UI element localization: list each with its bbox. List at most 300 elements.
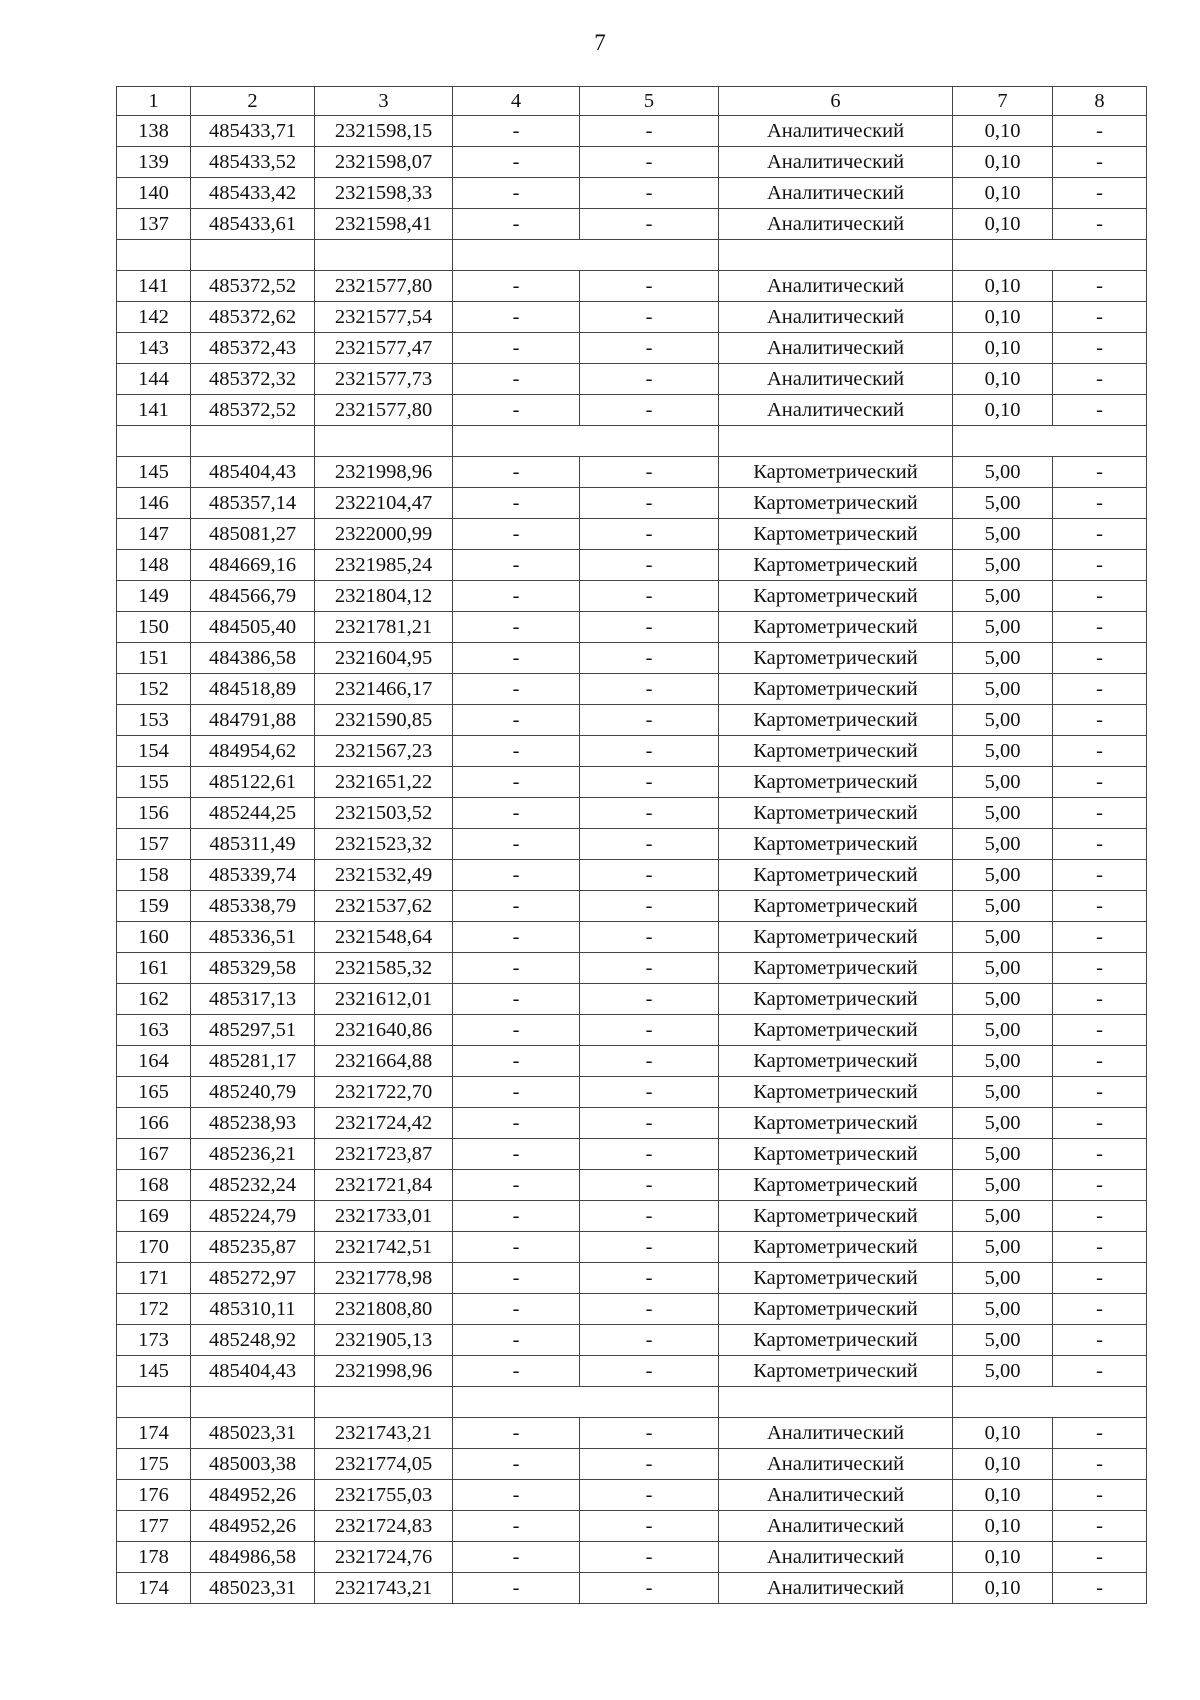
y-coordinate-cell: 2321567,23 — [315, 736, 453, 767]
y-coordinate-cell: 2321503,52 — [315, 798, 453, 829]
accuracy-cell: 0,10 — [953, 302, 1053, 333]
x-coordinate-cell: 485372,52 — [191, 271, 315, 302]
accuracy-cell: 0,10 — [953, 1418, 1053, 1449]
table-row — [117, 1480, 1147, 1511]
column-8-cell: - — [1053, 116, 1147, 147]
empty-cell — [315, 1387, 453, 1418]
column-8-cell: - — [1053, 550, 1147, 581]
x-coordinate-cell: 485224,79 — [191, 1201, 315, 1232]
table-row — [117, 1573, 1147, 1604]
method-cell: Картометрический — [719, 1201, 953, 1232]
y-coordinate-cell: 2321585,32 — [315, 953, 453, 984]
column-8-cell: - — [1053, 519, 1147, 550]
x-coordinate-cell: 485372,32 — [191, 364, 315, 395]
table-row — [117, 333, 1147, 364]
method-cell: Аналитический — [719, 395, 953, 426]
accuracy-cell: 5,00 — [953, 798, 1053, 829]
column-8-cell: - — [1053, 860, 1147, 891]
accuracy-cell: 5,00 — [953, 519, 1053, 550]
column-8-cell: - — [1053, 1325, 1147, 1356]
column-8-cell: - — [1053, 1511, 1147, 1542]
point-number-cell: 158 — [117, 860, 191, 891]
point-number-cell: 145 — [117, 1356, 191, 1387]
x-coordinate-cell: 485433,61 — [191, 209, 315, 240]
y-coordinate-cell: 2321742,51 — [315, 1232, 453, 1263]
empty-cell — [315, 240, 453, 271]
table-row — [117, 891, 1147, 922]
method-cell: Аналитический — [719, 1480, 953, 1511]
column-5-cell: - — [580, 1263, 719, 1294]
accuracy-cell: 5,00 — [953, 550, 1053, 581]
y-coordinate-cell: 2321466,17 — [315, 674, 453, 705]
method-cell: Картометрический — [719, 457, 953, 488]
x-coordinate-cell: 484952,26 — [191, 1480, 315, 1511]
table-row — [117, 457, 1147, 488]
table-row — [117, 364, 1147, 395]
table-row — [117, 643, 1147, 674]
x-coordinate-cell: 485336,51 — [191, 922, 315, 953]
x-coordinate-cell: 485404,43 — [191, 457, 315, 488]
table-row — [117, 984, 1147, 1015]
method-cell: Аналитический — [719, 178, 953, 209]
column-5-cell: - — [580, 984, 719, 1015]
y-coordinate-cell: 2321598,07 — [315, 147, 453, 178]
column-5-cell: - — [580, 178, 719, 209]
y-coordinate-cell: 2321723,87 — [315, 1139, 453, 1170]
point-number-cell: 144 — [117, 364, 191, 395]
column-4-cell: - — [453, 1418, 580, 1449]
point-number-cell: 168 — [117, 1170, 191, 1201]
column-8-cell: - — [1053, 1077, 1147, 1108]
column-5-cell: - — [580, 860, 719, 891]
column-8-cell: - — [1053, 1356, 1147, 1387]
column-4-cell: - — [453, 922, 580, 953]
x-coordinate-cell: 485433,42 — [191, 178, 315, 209]
column-8-cell: - — [1053, 1449, 1147, 1480]
point-number-cell: 156 — [117, 798, 191, 829]
method-cell: Картометрический — [719, 674, 953, 705]
point-number-cell: 163 — [117, 1015, 191, 1046]
column-4-cell: - — [453, 457, 580, 488]
x-coordinate-cell: 485281,17 — [191, 1046, 315, 1077]
table-row — [117, 116, 1147, 147]
y-coordinate-cell: 2321722,70 — [315, 1077, 453, 1108]
table-row — [117, 178, 1147, 209]
column-5-cell: - — [580, 1108, 719, 1139]
y-coordinate-cell: 2321577,80 — [315, 395, 453, 426]
y-coordinate-cell: 2321640,86 — [315, 1015, 453, 1046]
column-8-cell: - — [1053, 1573, 1147, 1604]
accuracy-cell: 5,00 — [953, 1077, 1053, 1108]
x-coordinate-cell: 485433,52 — [191, 147, 315, 178]
y-coordinate-cell: 2321532,49 — [315, 860, 453, 891]
accuracy-cell: 5,00 — [953, 1139, 1053, 1170]
x-coordinate-cell: 485248,92 — [191, 1325, 315, 1356]
column-4-cell: - — [453, 209, 580, 240]
x-coordinate-cell: 485235,87 — [191, 1232, 315, 1263]
table-row — [117, 767, 1147, 798]
method-cell: Картометрический — [719, 1108, 953, 1139]
point-number-cell: 147 — [117, 519, 191, 550]
y-coordinate-cell: 2321804,12 — [315, 581, 453, 612]
accuracy-cell: 0,10 — [953, 1542, 1053, 1573]
point-number-cell: 173 — [117, 1325, 191, 1356]
table-row — [117, 1201, 1147, 1232]
y-coordinate-cell: 2321724,42 — [315, 1108, 453, 1139]
column-4-cell: - — [453, 1015, 580, 1046]
column-4-cell: - — [453, 674, 580, 705]
point-number-cell: 169 — [117, 1201, 191, 1232]
accuracy-cell: 5,00 — [953, 829, 1053, 860]
empty-cell — [953, 426, 1053, 457]
empty-cell — [1053, 1387, 1147, 1418]
accuracy-cell: 0,10 — [953, 1480, 1053, 1511]
y-coordinate-cell: 2321590,85 — [315, 705, 453, 736]
column-4-cell: - — [453, 395, 580, 426]
accuracy-cell: 5,00 — [953, 674, 1053, 705]
table-row — [117, 1263, 1147, 1294]
method-cell: Картометрический — [719, 953, 953, 984]
column-8-cell: - — [1053, 1480, 1147, 1511]
y-coordinate-cell: 2321998,96 — [315, 1356, 453, 1387]
column-8-cell: - — [1053, 1046, 1147, 1077]
accuracy-cell: 5,00 — [953, 860, 1053, 891]
y-coordinate-cell: 2321743,21 — [315, 1418, 453, 1449]
y-coordinate-cell: 2321577,80 — [315, 271, 453, 302]
table-row — [117, 147, 1147, 178]
y-coordinate-cell: 2321548,64 — [315, 922, 453, 953]
accuracy-cell: 5,00 — [953, 1015, 1053, 1046]
table-row — [117, 1542, 1147, 1573]
empty-cell — [453, 426, 580, 457]
y-coordinate-cell: 2322104,47 — [315, 488, 453, 519]
column-5-cell: - — [580, 209, 719, 240]
y-coordinate-cell: 2321664,88 — [315, 1046, 453, 1077]
column-5-cell: - — [580, 798, 719, 829]
method-cell: Аналитический — [719, 364, 953, 395]
x-coordinate-cell: 485338,79 — [191, 891, 315, 922]
method-cell: Картометрический — [719, 829, 953, 860]
column-4-cell: - — [453, 1046, 580, 1077]
coordinates-table — [116, 86, 1147, 1604]
table-row — [117, 302, 1147, 333]
method-cell: Аналитический — [719, 1418, 953, 1449]
column-8-cell: - — [1053, 767, 1147, 798]
table-row — [117, 1108, 1147, 1139]
x-coordinate-cell: 485272,97 — [191, 1263, 315, 1294]
column-header: 5 — [580, 87, 719, 116]
column-8-cell: - — [1053, 488, 1147, 519]
accuracy-cell: 5,00 — [953, 643, 1053, 674]
table-row — [117, 1449, 1147, 1480]
column-4-cell: - — [453, 1511, 580, 1542]
point-number-cell: 171 — [117, 1263, 191, 1294]
separator-row — [117, 240, 1147, 271]
x-coordinate-cell: 485311,49 — [191, 829, 315, 860]
method-cell: Картометрический — [719, 581, 953, 612]
column-5-cell: - — [580, 1542, 719, 1573]
column-4-cell: - — [453, 178, 580, 209]
accuracy-cell: 5,00 — [953, 488, 1053, 519]
column-header: 1 — [117, 87, 191, 116]
y-coordinate-cell: 2321808,80 — [315, 1294, 453, 1325]
y-coordinate-cell: 2321724,83 — [315, 1511, 453, 1542]
column-4-cell: - — [453, 550, 580, 581]
column-8-cell: - — [1053, 1418, 1147, 1449]
table-row — [117, 395, 1147, 426]
point-number-cell: 148 — [117, 550, 191, 581]
y-coordinate-cell: 2322000,99 — [315, 519, 453, 550]
column-5-cell: - — [580, 302, 719, 333]
column-5-cell: - — [580, 1511, 719, 1542]
empty-cell — [117, 240, 191, 271]
column-8-cell: - — [1053, 364, 1147, 395]
table-row — [117, 581, 1147, 612]
table-row — [117, 922, 1147, 953]
column-8-cell: - — [1053, 1232, 1147, 1263]
column-8-cell: - — [1053, 612, 1147, 643]
column-4-cell: - — [453, 488, 580, 519]
accuracy-cell: 5,00 — [953, 612, 1053, 643]
column-5-cell: - — [580, 457, 719, 488]
point-number-cell: 141 — [117, 395, 191, 426]
column-4-cell: - — [453, 953, 580, 984]
y-coordinate-cell: 2321577,54 — [315, 302, 453, 333]
method-cell: Картометрический — [719, 519, 953, 550]
point-number-cell: 161 — [117, 953, 191, 984]
point-number-cell: 176 — [117, 1480, 191, 1511]
point-number-cell: 138 — [117, 116, 191, 147]
x-coordinate-cell: 484952,26 — [191, 1511, 315, 1542]
accuracy-cell: 5,00 — [953, 891, 1053, 922]
y-coordinate-cell: 2321612,01 — [315, 984, 453, 1015]
point-number-cell: 154 — [117, 736, 191, 767]
column-4-cell: - — [453, 612, 580, 643]
x-coordinate-cell: 485240,79 — [191, 1077, 315, 1108]
accuracy-cell: 5,00 — [953, 457, 1053, 488]
column-5-cell: - — [580, 116, 719, 147]
point-number-cell: 177 — [117, 1511, 191, 1542]
column-8-cell: - — [1053, 922, 1147, 953]
accuracy-cell: 0,10 — [953, 333, 1053, 364]
column-4-cell: - — [453, 1108, 580, 1139]
x-coordinate-cell: 485372,62 — [191, 302, 315, 333]
column-8-cell: - — [1053, 1108, 1147, 1139]
column-8-cell: - — [1053, 1263, 1147, 1294]
column-5-cell: - — [580, 550, 719, 581]
point-number-cell: 153 — [117, 705, 191, 736]
column-4-cell: - — [453, 302, 580, 333]
x-coordinate-cell: 485238,93 — [191, 1108, 315, 1139]
column-header: 3 — [315, 87, 453, 116]
column-4-cell: - — [453, 860, 580, 891]
column-5-cell: - — [580, 581, 719, 612]
column-8-cell: - — [1053, 1170, 1147, 1201]
column-5-cell: - — [580, 1139, 719, 1170]
column-4-cell: - — [453, 705, 580, 736]
accuracy-cell: 5,00 — [953, 1263, 1053, 1294]
column-8-cell: - — [1053, 984, 1147, 1015]
column-5-cell: - — [580, 1077, 719, 1108]
x-coordinate-cell: 484986,58 — [191, 1542, 315, 1573]
column-4-cell: - — [453, 271, 580, 302]
accuracy-cell: 5,00 — [953, 767, 1053, 798]
point-number-cell: 137 — [117, 209, 191, 240]
method-cell: Аналитический — [719, 209, 953, 240]
x-coordinate-cell: 485081,27 — [191, 519, 315, 550]
accuracy-cell: 5,00 — [953, 984, 1053, 1015]
column-4-cell: - — [453, 798, 580, 829]
y-coordinate-cell: 2321577,73 — [315, 364, 453, 395]
x-coordinate-cell: 485297,51 — [191, 1015, 315, 1046]
column-4-cell: - — [453, 643, 580, 674]
table-body — [117, 116, 1147, 1604]
y-coordinate-cell: 2321774,05 — [315, 1449, 453, 1480]
column-8-cell: - — [1053, 1542, 1147, 1573]
column-5-cell: - — [580, 1480, 719, 1511]
empty-cell — [315, 426, 453, 457]
x-coordinate-cell: 485357,14 — [191, 488, 315, 519]
table-row — [117, 1046, 1147, 1077]
x-coordinate-cell: 485236,21 — [191, 1139, 315, 1170]
column-4-cell: - — [453, 984, 580, 1015]
method-cell: Картометрический — [719, 612, 953, 643]
x-coordinate-cell: 484791,88 — [191, 705, 315, 736]
table-row — [117, 1170, 1147, 1201]
column-5-cell: - — [580, 643, 719, 674]
table-row — [117, 798, 1147, 829]
column-5-cell: - — [580, 1356, 719, 1387]
column-header: 4 — [453, 87, 580, 116]
method-cell: Аналитический — [719, 302, 953, 333]
column-8-cell: - — [1053, 674, 1147, 705]
column-8-cell: - — [1053, 829, 1147, 860]
column-4-cell: - — [453, 1542, 580, 1573]
column-4-cell: - — [453, 1325, 580, 1356]
column-4-cell: - — [453, 736, 580, 767]
empty-cell — [953, 240, 1053, 271]
point-number-cell: 160 — [117, 922, 191, 953]
empty-cell — [719, 426, 953, 457]
method-cell: Картометрический — [719, 736, 953, 767]
point-number-cell: 174 — [117, 1418, 191, 1449]
column-5-cell: - — [580, 1418, 719, 1449]
table-row — [117, 209, 1147, 240]
method-cell: Картометрический — [719, 1232, 953, 1263]
x-coordinate-cell: 484386,58 — [191, 643, 315, 674]
column-8-cell: - — [1053, 1139, 1147, 1170]
table-row — [117, 674, 1147, 705]
empty-cell — [580, 426, 719, 457]
column-header: 7 — [953, 87, 1053, 116]
y-coordinate-cell: 2321733,01 — [315, 1201, 453, 1232]
accuracy-cell: 5,00 — [953, 1356, 1053, 1387]
table-header-row — [117, 87, 1147, 116]
y-coordinate-cell: 2321905,13 — [315, 1325, 453, 1356]
accuracy-cell: 0,10 — [953, 209, 1053, 240]
x-coordinate-cell: 485372,43 — [191, 333, 315, 364]
point-number-cell: 178 — [117, 1542, 191, 1573]
point-number-cell: 170 — [117, 1232, 191, 1263]
column-8-cell: - — [1053, 395, 1147, 426]
accuracy-cell: 5,00 — [953, 922, 1053, 953]
accuracy-cell: 5,00 — [953, 1232, 1053, 1263]
y-coordinate-cell: 2321755,03 — [315, 1480, 453, 1511]
column-5-cell: - — [580, 891, 719, 922]
point-number-cell: 146 — [117, 488, 191, 519]
column-5-cell: - — [580, 333, 719, 364]
column-header: 8 — [1053, 87, 1147, 116]
point-number-cell: 150 — [117, 612, 191, 643]
point-number-cell: 166 — [117, 1108, 191, 1139]
point-number-cell: 162 — [117, 984, 191, 1015]
column-8-cell: - — [1053, 457, 1147, 488]
column-4-cell: - — [453, 891, 580, 922]
point-number-cell: 152 — [117, 674, 191, 705]
accuracy-cell: 0,10 — [953, 271, 1053, 302]
column-8-cell: - — [1053, 798, 1147, 829]
column-4-cell: - — [453, 116, 580, 147]
empty-cell — [1053, 240, 1147, 271]
method-cell: Картометрический — [719, 488, 953, 519]
point-number-cell: 174 — [117, 1573, 191, 1604]
column-8-cell: - — [1053, 209, 1147, 240]
column-8-cell: - — [1053, 705, 1147, 736]
column-4-cell: - — [453, 1170, 580, 1201]
column-8-cell: - — [1053, 736, 1147, 767]
point-number-cell: 159 — [117, 891, 191, 922]
method-cell: Картометрический — [719, 1077, 953, 1108]
point-number-cell: 141 — [117, 271, 191, 302]
x-coordinate-cell: 485023,31 — [191, 1573, 315, 1604]
column-4-cell: - — [453, 1263, 580, 1294]
method-cell: Аналитический — [719, 271, 953, 302]
accuracy-cell: 5,00 — [953, 1170, 1053, 1201]
table-row — [117, 1139, 1147, 1170]
table-row — [117, 705, 1147, 736]
table-row — [117, 1418, 1147, 1449]
method-cell: Картометрический — [719, 1015, 953, 1046]
x-coordinate-cell: 485310,11 — [191, 1294, 315, 1325]
column-8-cell: - — [1053, 147, 1147, 178]
y-coordinate-cell: 2321721,84 — [315, 1170, 453, 1201]
column-5-cell: - — [580, 1015, 719, 1046]
table-row — [117, 1356, 1147, 1387]
point-number-cell: 157 — [117, 829, 191, 860]
point-number-cell: 165 — [117, 1077, 191, 1108]
y-coordinate-cell: 2321537,62 — [315, 891, 453, 922]
separator-row — [117, 426, 1147, 457]
table-row — [117, 1077, 1147, 1108]
empty-cell — [117, 426, 191, 457]
column-4-cell: - — [453, 1449, 580, 1480]
column-8-cell: - — [1053, 333, 1147, 364]
point-number-cell: 151 — [117, 643, 191, 674]
method-cell: Аналитический — [719, 147, 953, 178]
column-header: 2 — [191, 87, 315, 116]
column-4-cell: - — [453, 1232, 580, 1263]
column-5-cell: - — [580, 922, 719, 953]
method-cell: Картометрический — [719, 1356, 953, 1387]
accuracy-cell: 5,00 — [953, 1325, 1053, 1356]
column-8-cell: - — [1053, 891, 1147, 922]
accuracy-cell: 5,00 — [953, 1294, 1053, 1325]
accuracy-cell: 0,10 — [953, 395, 1053, 426]
x-coordinate-cell: 485232,24 — [191, 1170, 315, 1201]
method-cell: Картометрический — [719, 984, 953, 1015]
y-coordinate-cell: 2321998,96 — [315, 457, 453, 488]
y-coordinate-cell: 2321651,22 — [315, 767, 453, 798]
